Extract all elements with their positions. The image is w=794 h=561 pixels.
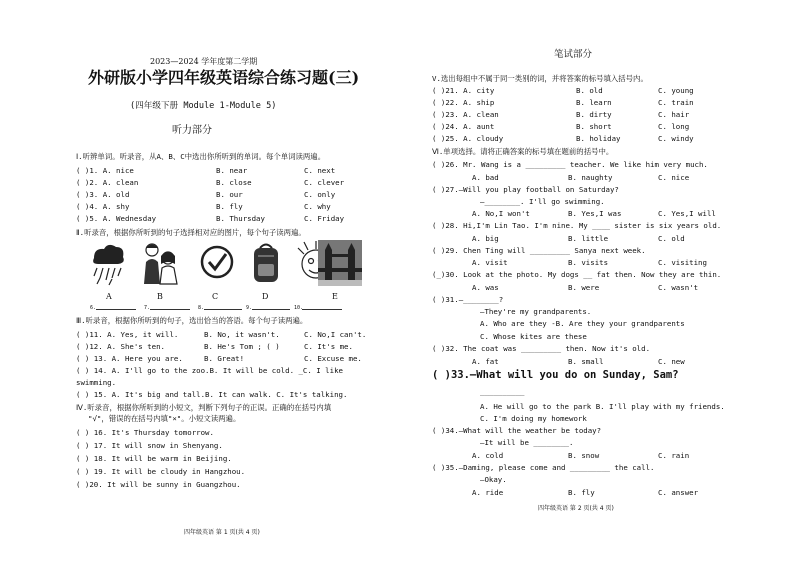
part6-instruction: Ⅵ.单项选择。请将正确答案的标号填在题前的括号中。	[432, 147, 614, 156]
options-row: A. No,I won't B. Yes,I was C. Yes,I will	[472, 209, 716, 218]
question-row: ( )5. A. Wednesday B. Thursday C. Friday	[76, 214, 345, 223]
part1-instruction: Ⅰ.听辨单词。听录音，从A、B、C中选出你所听到的单词。每个单词读两遍。	[76, 152, 326, 161]
question-18: ( ) 18. It will be warm in Beijing.	[76, 454, 232, 463]
question-row: ( )22. A. ship B. learn C. train	[432, 98, 694, 107]
picture-label: E	[332, 292, 338, 301]
question-31-line2: —They're my grandparents.	[480, 307, 592, 316]
question-27-line2: —________. I'll go swimming.	[480, 197, 605, 206]
question-29: ( )29. Chen Ting will _________ Sanya next week.	[432, 246, 646, 255]
question-31-line4: C. Whose kites are these	[480, 332, 587, 341]
right-page	[400, 0, 794, 561]
options-row: A. visit B. visits C. visiting	[472, 258, 707, 267]
question-28: ( )28. Hi,I'm Lin Tao. I'm nine. My ____ sister is six years old.	[432, 221, 722, 230]
question-31-line3: A. Who are they -B. Are they your grandparents	[480, 319, 685, 328]
tower-bridge-picture	[318, 240, 362, 286]
two-people-picture	[140, 240, 180, 286]
question-row: ( )2. A. clean B. close C. clever	[76, 178, 345, 187]
question-35-line2: —Okay.	[480, 475, 507, 484]
answer-blank: 7.	[144, 305, 151, 311]
options-row: A. cold B. snow C. rain	[472, 451, 690, 460]
picture-label: C	[212, 292, 219, 301]
part2-instruction: Ⅱ.听录音，根据你所听到的句子选择相对应的图片，每个句子读两遍。	[76, 228, 306, 237]
question-14-cont: swimming.	[76, 378, 117, 387]
picture-label: B	[157, 292, 163, 301]
picture-label: A	[106, 292, 112, 301]
question-row: ( )4. A. shy B. fly C. why	[76, 202, 331, 211]
question-row: ( )24. A. aunt B. short C. long	[432, 122, 690, 131]
answer-blank: 8.	[198, 305, 205, 311]
options-row: A. big B. little C. old	[472, 234, 685, 243]
options-row: A. bad B. naughty C. nice	[472, 173, 690, 182]
page-footer: 四年级英语 第 1 页(共 4 页)	[184, 529, 260, 536]
answer-blank: 9.	[246, 305, 253, 311]
part5-instruction: V.选出每组中不属于同一类别的词，并将答案的标号填入括号内。	[432, 74, 648, 83]
answer-blank: 6.	[90, 305, 97, 311]
part4-instruction: Ⅳ.听录音，根据你所听到的小短文，判断下列句子的正误。正确的在括号内填	[76, 403, 332, 412]
question-33-line3: C. I'm doing my homework	[480, 414, 587, 423]
question-row: ( )3. A. old B. our C. only	[76, 190, 336, 199]
options-row: A. fat B. small C. new	[472, 357, 685, 366]
question-30: (_)30. Look at the photo. My dogs __ fat then. Now they are thin.	[432, 270, 722, 279]
question-row: ( )21. A. city B. old C. young	[432, 86, 694, 95]
question-33: ( )33.—What will you do on Sunday, Sam?	[432, 369, 679, 381]
question-26: ( )26. Mr. Wang is a _________ teacher. We like him very much.	[432, 160, 708, 169]
question-row: ( )12. A. She's ten. B. He's Tom ; ( ) C. It's me.	[76, 342, 353, 351]
checkmark-picture	[197, 240, 237, 286]
question-row: ( )1. A. nice B. near C. next	[76, 166, 336, 175]
question-34-line2: —It will be ________.	[480, 438, 574, 447]
question-row: ( )23. A. clean B. dirty C. hair	[432, 110, 690, 119]
question-19: ( ) 19. It will be cloudy in Hangzhou.	[76, 467, 246, 476]
question-17: ( ) 17. It will snow in Shenyang.	[76, 441, 223, 450]
options-row: A. was B. were C. wasn't	[472, 283, 699, 292]
question-row: ( )11. A. Yes, it will. B. No, it wasn't. C. No,I can't.	[76, 330, 367, 339]
question-35: ( )35.—Daming, please come and _________ the call.	[432, 463, 655, 472]
question-15: ( ) 15. A. It's big and tall.B. It can walk. C. It's talking.	[76, 390, 348, 399]
question-27: ( )27.—Will you play football on Saturday?	[432, 185, 619, 194]
part4-instruction-cont: "√"，错误的在括号内填"×"。小短文读两遍。	[88, 414, 241, 423]
question-31: ( )31.—________?	[432, 295, 504, 304]
question-33-blank: __________	[480, 387, 525, 396]
answer-blank: 10.	[294, 305, 304, 311]
page-footer: 四年级英语 第 2 页(共 4 页)	[538, 505, 614, 512]
school-year: 2023—2024 学年度第二学期	[150, 57, 258, 66]
question-20: ( )20. It will be sunny in Guangzhou.	[76, 480, 241, 489]
question-33-line2: A. He will go to the park B. I'll play with my friends.	[480, 402, 725, 411]
rain-cloud-picture	[88, 240, 128, 286]
backpack-picture	[246, 240, 286, 286]
page-title: 外研版小学四年级英语综合练习题(三)	[88, 68, 360, 87]
question-row: ( ) 13. A. Here you are. B. Great! C. Excuse me.	[76, 354, 362, 363]
section-listening: 听力部分	[172, 125, 212, 136]
question-14: ( ) 14. A. I'll go to the zoo.B. It will be cold. _C. I like	[76, 366, 343, 375]
options-row: A. ride B. fly C. answer	[472, 488, 699, 497]
part3-instruction: Ⅲ.听录音，根据你所听到的句子，选出恰当的答语。每个句子读两遍。	[76, 316, 308, 325]
subtitle: (四年级下册 Module 1-Module 5)	[130, 101, 277, 111]
question-34: ( )34.—What will the weather be today?	[432, 426, 602, 435]
question-16: ( ) 16. It's Thursday tomorrow.	[76, 428, 214, 437]
section-written: 笔试部分	[554, 49, 593, 60]
question-32: ( )32. The coat was _________ then. Now it's old.	[432, 344, 651, 353]
picture-label: D	[262, 292, 269, 301]
question-row: ( )25. A. cloudy B. holiday C. windy	[432, 134, 694, 143]
